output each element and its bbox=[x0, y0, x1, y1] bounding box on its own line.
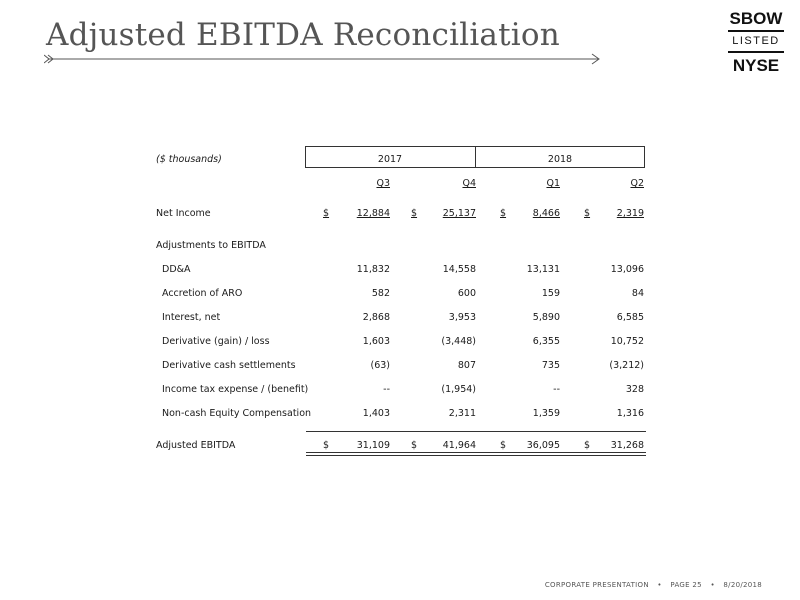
footer-date: 8/20/2018 bbox=[723, 581, 762, 589]
quarter-header: Q1 bbox=[546, 178, 560, 189]
currency-symbol: $ bbox=[584, 440, 591, 451]
adjustment-value: 84 bbox=[631, 288, 644, 299]
adjustment-value: 328 bbox=[625, 384, 644, 395]
adjustment-label: Income tax expense / (benefit) bbox=[162, 384, 309, 395]
adjustment-value: 159 bbox=[541, 288, 560, 299]
logo-divider bbox=[728, 51, 784, 53]
adjustment-label: Accretion of ARO bbox=[162, 288, 243, 299]
nyse-listed-logo bbox=[726, 10, 786, 75]
adjustment-value: 1,359 bbox=[532, 408, 560, 419]
logo-listed: LISTED bbox=[732, 35, 780, 47]
adjustment-value: 1,403 bbox=[362, 408, 390, 419]
quarter-header: Q3 bbox=[376, 178, 390, 189]
adjustment-label: DD&A bbox=[162, 264, 191, 275]
adjustment-value: 807 bbox=[457, 360, 476, 371]
footer bbox=[539, 581, 762, 589]
logo-divider bbox=[728, 30, 784, 32]
footer-bullet: • bbox=[710, 581, 715, 589]
adjustment-value: (1,954) bbox=[441, 384, 476, 395]
net-income-q1-2018: 8,466 bbox=[532, 208, 560, 219]
year-2018: 2018 bbox=[547, 154, 573, 165]
adjustment-value: 13,096 bbox=[610, 264, 644, 275]
currency-symbol: $ bbox=[500, 440, 507, 451]
adjustment-label: Non-cash Equity Compensation bbox=[162, 408, 312, 419]
currency-symbol: $ bbox=[500, 208, 507, 219]
adjustment-label: Interest, net bbox=[162, 312, 221, 323]
adjustment-value: 1,316 bbox=[616, 408, 644, 419]
unit-label: ($ thousands) bbox=[156, 154, 222, 165]
footer-bullet: • bbox=[657, 581, 662, 589]
adjustment-label: Derivative (gain) / loss bbox=[162, 336, 270, 347]
adjustment-value: 735 bbox=[541, 360, 560, 371]
currency-symbol: $ bbox=[323, 208, 330, 219]
currency-symbol: $ bbox=[411, 440, 418, 451]
adjustment-value: (3,448) bbox=[441, 336, 476, 347]
adjustment-value: -- bbox=[383, 384, 390, 395]
adjustment-value: 14,558 bbox=[442, 264, 476, 275]
net-income-label: Net Income bbox=[156, 208, 211, 219]
logo-ticker: SBOW bbox=[729, 9, 783, 28]
currency-symbol: $ bbox=[323, 440, 330, 451]
title-underline-arrow bbox=[44, 53, 604, 65]
net-income-q4-2017: 25,137 bbox=[442, 208, 476, 219]
adjustment-value: 582 bbox=[371, 288, 390, 299]
adjustment-value: 13,131 bbox=[526, 264, 560, 275]
adjusted-ebitda-q2-2018: 31,268 bbox=[610, 440, 644, 451]
adjusted-ebitda-label: Adjusted EBITDA bbox=[156, 440, 236, 451]
adjusted-ebitda-q4-2017: 41,964 bbox=[442, 440, 476, 451]
net-income-q2-2018: 2,319 bbox=[616, 208, 644, 219]
net-income-q3-2017: 12,884 bbox=[356, 208, 390, 219]
adjusted-ebitda-q1-2018: 36,095 bbox=[526, 440, 560, 451]
adjustment-label: Derivative cash settlements bbox=[162, 360, 296, 371]
adjustment-value: (63) bbox=[370, 360, 390, 371]
year-2017: 2017 bbox=[377, 154, 403, 165]
page-title: Adjusted EBITDA Reconciliation bbox=[46, 17, 560, 53]
adjustment-value: 5,890 bbox=[532, 312, 560, 323]
total-double-underline bbox=[306, 452, 646, 456]
adjustment-value: -- bbox=[553, 384, 560, 395]
adjustment-value: 2,311 bbox=[448, 408, 476, 419]
footer-page: PAGE 25 bbox=[670, 581, 702, 589]
adjustment-value: 10,752 bbox=[610, 336, 644, 347]
adjustment-value: 6,585 bbox=[616, 312, 644, 323]
adjustment-value: 11,832 bbox=[356, 264, 390, 275]
footer-section: CORPORATE PRESENTATION bbox=[544, 581, 649, 589]
adjustments-header: Adjustments to EBITDA bbox=[156, 240, 266, 251]
currency-symbol: $ bbox=[411, 208, 418, 219]
logo-exchange: NYSE bbox=[732, 56, 780, 75]
adjustment-value: 6,355 bbox=[532, 336, 560, 347]
currency-symbol: $ bbox=[584, 208, 591, 219]
adjustment-value: 2,868 bbox=[362, 312, 390, 323]
quarter-header: Q4 bbox=[462, 178, 476, 189]
adjustment-value: (3,212) bbox=[609, 360, 644, 371]
adjusted-ebitda-q3-2017: 31,109 bbox=[356, 440, 390, 451]
adjustment-value: 1,603 bbox=[362, 336, 390, 347]
quarter-header: Q2 bbox=[630, 178, 644, 189]
adjustment-value: 600 bbox=[457, 288, 476, 299]
total-top-rule bbox=[306, 431, 646, 432]
adjustment-value: 3,953 bbox=[448, 312, 476, 323]
